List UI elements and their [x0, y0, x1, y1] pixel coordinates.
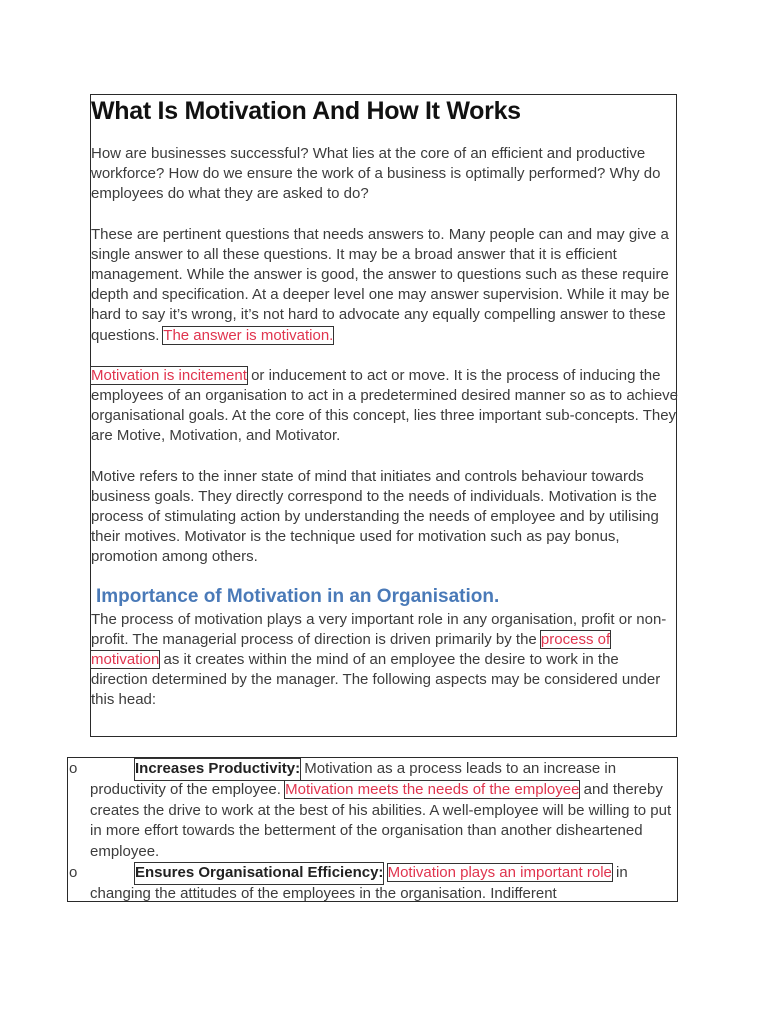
- list-item: [68, 759, 676, 863]
- section-heading: Importance of Motivation in an Organisation.: [96, 585, 500, 607]
- list-item-highlight: Motivation plays an important role: [387, 863, 612, 881]
- importance-paragraph: [91, 610, 679, 711]
- list-item-heading: Increases Productivity:: [135, 759, 300, 780]
- intro-paragraph: How are businesses successful? What lies at the core of an efficient and productive workforce? How do we ensure the work of a business is optimally performed? Why do employees do what they are asked to do?: [91, 145, 661, 203]
- list-item: [68, 863, 676, 905]
- definition-text: or inducement to act or move. It is the process of inducing the employees of an organisation to act in a predetermined desired manner so as to achieve organisational goals. At the core of this concept, lies three important sub-concepts. They are Motive, Motivation, and Motivator.: [91, 366, 679, 445]
- questions-paragraph: [91, 225, 679, 346]
- list-item-heading: Ensures Organisational Efficiency:: [135, 863, 383, 884]
- questions-text: These are pertinent questions that needs answers to. Many people can and may give a single answer to all these questions. It may be a broad answer that it is efficient management. While the answer is good, the answer to questions such as these require depth and specification. At a deeper level one may answer supervision. While it may be hard to say it’s wrong, it’s not hard to advocate any equally compelling answer to these questions.: [91, 225, 670, 344]
- answer-highlight: The answer is motivation.: [163, 326, 334, 344]
- list-item-text-before: [383, 864, 387, 881]
- process-highlight: process of motivation: [91, 630, 611, 669]
- list-item-text-after: in changing the attitudes of the employees in the organisation. Indifferent: [90, 863, 628, 902]
- motive-paragraph: Motive refers to the inner state of mind that initiates and controls behaviour towards business goals. They directly correspond to the needs of individuals. Motivation is the process of stimulating action by understanding the needs of employee and by utilising their motives. Motivator is the technique used for motivation such as pay bonus, promotion among others.: [91, 467, 659, 566]
- importance-text-before: The process of motivation plays a very important role in any organisation, profit or non-profit. The managerial process of direction is driven primarily by the: [91, 610, 667, 648]
- bullet-marker: o: [69, 760, 78, 777]
- bullet-marker: o: [69, 863, 78, 881]
- list-item-highlight: Motivation meets the needs of the employee: [285, 780, 580, 798]
- article-body: [91, 96, 679, 711]
- aspects-list: [68, 759, 676, 905]
- importance-text-after: as it creates within the mind of an employee the desire to work in the direction determined by the manager. The following aspects may be considered under this head:: [91, 651, 661, 709]
- definition-highlight: Motivation is incitement: [91, 366, 247, 384]
- definition-paragraph: [91, 366, 679, 447]
- page-title: What Is Motivation And How It Works: [91, 97, 521, 125]
- list-item-text-after: and thereby creates the drive to work at the best of his abilities. A well-employee will be willing to put in more effort towards the betterment of the organisation than another disheartened employee.: [90, 780, 672, 861]
- list-item-text-before: Motivation as a process leads to an increase in productivity of the employee.: [90, 760, 617, 798]
